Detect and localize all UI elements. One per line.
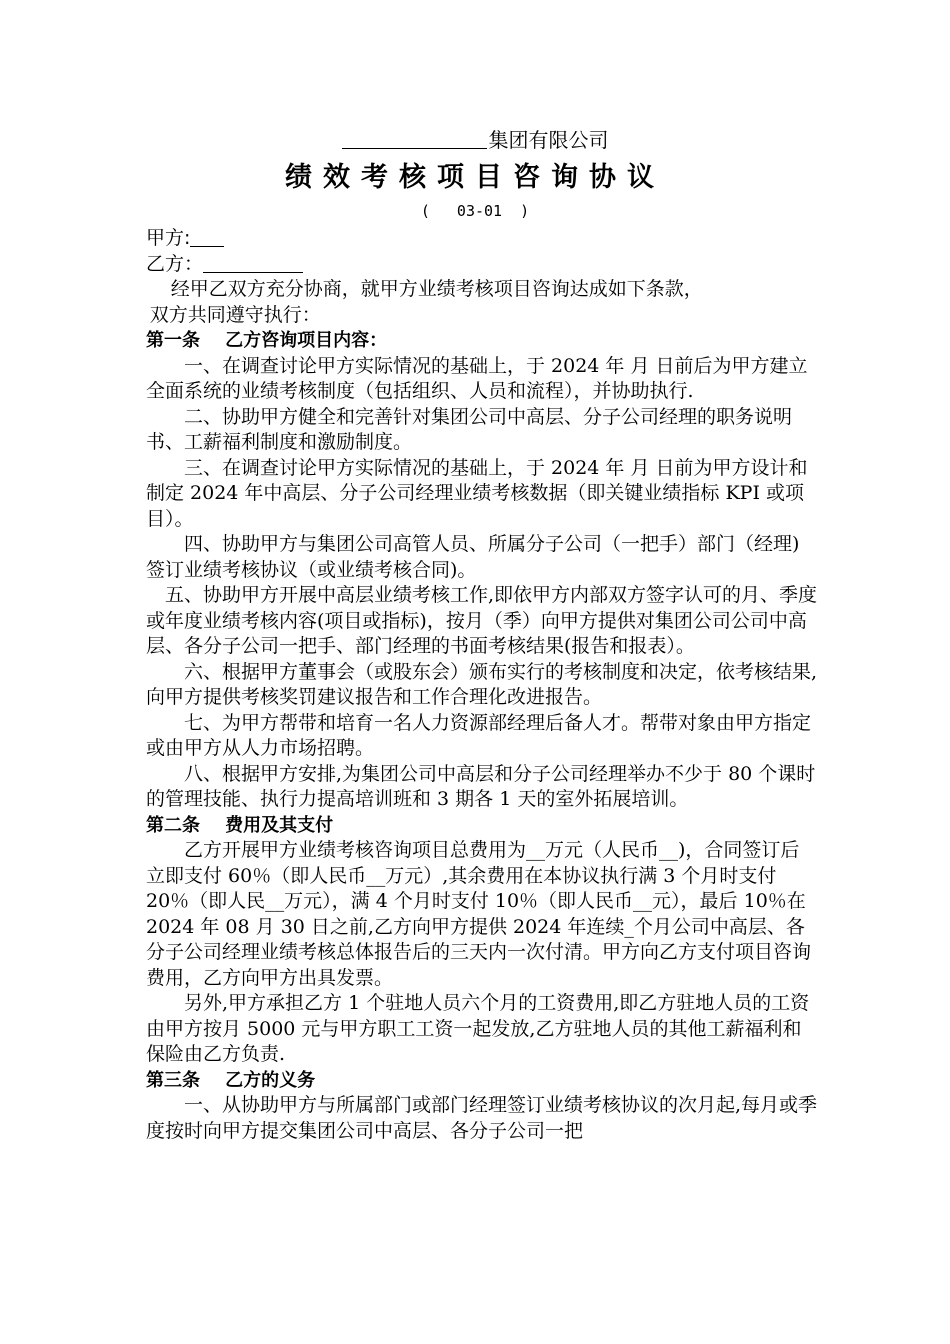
article-1-para-1: 一、在调查讨论甲方实际情况的基础上，于 2024 年 月 日前后为甲方建立全面系统的业绩考核制度（包括组织、人员和流程），并协助执行. xyxy=(146,354,808,402)
company-name-blank xyxy=(342,128,487,149)
article-1-heading: 第一条 乙方咨询项目内容： xyxy=(146,330,388,351)
article-1-para-2: 二、协助甲方健全和完善针对集团公司中高层、分子公司经理的职务说明书、工薪福利制度和激励制度。 xyxy=(146,405,793,453)
article-3-heading: 第三条 乙方的义务 xyxy=(146,1069,316,1091)
article-1-para-3: 三、在调查讨论甲方实际情况的基础上，于 2024 年 月 日前为甲方设计和制定 2024 年中高层、分子公司经理业绩考核数据（即关键业绩指标 KPI 或项目）。 xyxy=(146,456,808,530)
party-b-label: 乙方： xyxy=(146,252,204,275)
document-title: 绩效考核项目咨询协议 xyxy=(285,162,665,193)
intro-line-1: 经甲乙双方充分协商，就甲方业绩考核项目咨询达成如下条款， xyxy=(170,278,703,300)
party-a-label: 甲方: xyxy=(146,227,191,249)
company-suffix: 集团有限公司 xyxy=(488,128,609,152)
article-2-para-1: 乙方开展甲方业绩考核咨询项目总费用为__万元（人民币__)，合同签订后立即支付 60％（即人民币__万元）,其余费用在本协议执行满 3 个月时支付 20％（即人民__万元），满 4 个月时支付 10％（即人民币__元），最后 10％在 2024 年 08 月 30 日之前,乙方向甲方提供 2024 年连续_个月公司中高层、各分子公司经理业绩考核总体报告后的三天内一次付清。甲方向乙方支付项目咨询费用，乙方向甲方出具发票。 xyxy=(146,839,812,989)
article-1-para-7: 七、为甲方帮带和培育一名人力资源部经理后备人才。帮带对象由甲方指定或由甲方从人力市场招聘。 xyxy=(146,711,812,759)
article-1-para-6: 六、根据甲方董事会（或股东会）颁布实行的考核制度和决定，依考核结果,向甲方提供考核奖罚建议报告和工作合理化改进报告。 xyxy=(146,660,818,708)
party-b-blank xyxy=(203,252,303,273)
article-2-heading: 第二条 费用及其支付 xyxy=(146,814,334,836)
company-header xyxy=(0,124,950,153)
party-b-line xyxy=(146,252,818,278)
party-a-line xyxy=(146,226,818,252)
article-3-para-1: 一、从协助甲方与所属部门或部门经理签订业绩考核协议的次月起,每月或季度按时向甲方提交集团公司中高层、各分子公司一把 xyxy=(146,1094,818,1142)
document-number: ( 03-01 ) xyxy=(420,202,530,220)
article-1-para-4: 四、协助甲方与集团公司高管人员、所属分子公司（一把手）部门（经理)签订业绩考核协议（或业绩考核合同)。 xyxy=(146,533,800,581)
article-2-para-2: 另外,甲方承担乙方 1 个驻地人员六个月的工资费用,即乙方驻地人员的工资由甲方按月 5000 元与甲方职工工资一起发放,乙方驻地人员的其他工薪福利和保险由乙方负责. xyxy=(146,992,810,1065)
party-a-blank xyxy=(190,226,224,247)
article-1-para-5: 五、协助甲方开展中高层业绩考核工作,即依甲方内部双方签字认可的月、季度或年度业绩考核内容(项目或指标)，按月（季）向甲方提供对集团公司公司中高层、各分子公司一把手、部门经理的书面考核结果(报告和报表）。 xyxy=(146,584,818,657)
intro-line-2: 双方共同遵守执行： xyxy=(149,303,321,326)
article-1-para-8: 八、根据甲方安排,为集团公司中高层和分子公司经理举办不少于 80 个课时的管理技能、执行力提高培训班和 3 期各 1 天的室外拓展培训。 xyxy=(146,762,816,810)
document-body xyxy=(146,226,818,1144)
